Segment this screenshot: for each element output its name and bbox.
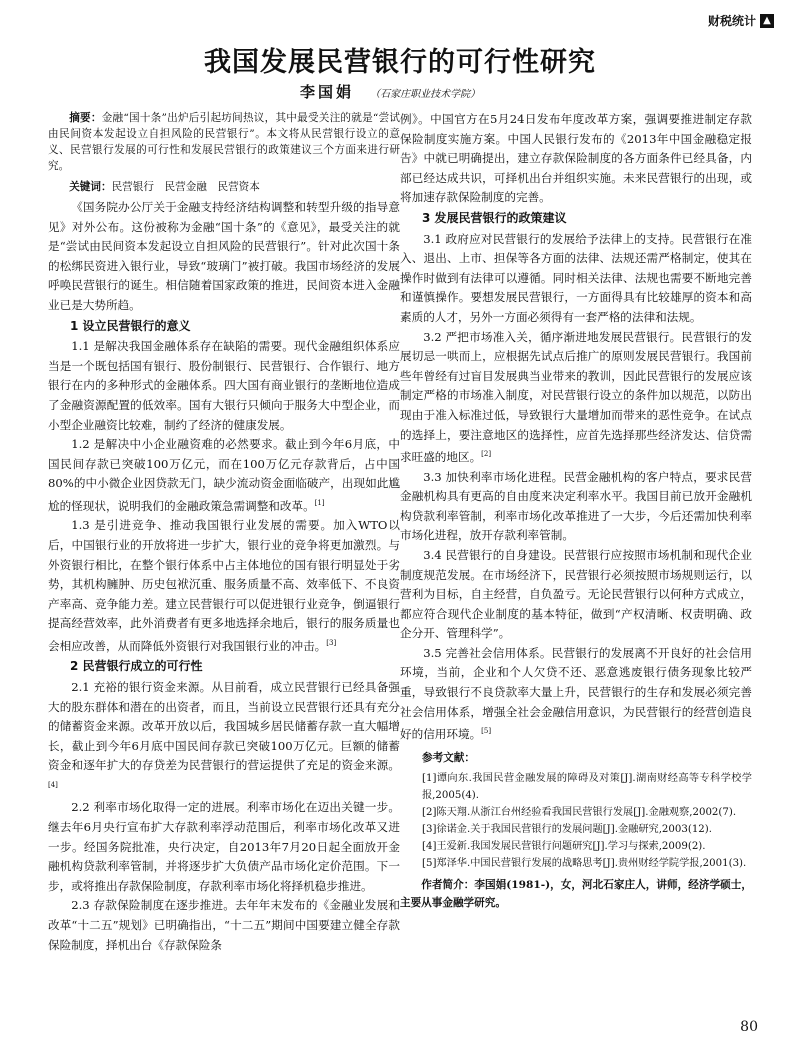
citation-5: [5] — [481, 727, 492, 736]
paragraph-3-3: 3.3 加快利率市场化进程。民营金融机构的客户特点，要求民营金融机构具有更高的自由度来决定利率水平。我国目前已放开金融机构贷款利率管制，利率市场化改革推进了一大步，今后还需加快利率市场化进程，放开存款利率管制。 — [400, 469, 752, 543]
section-heading-1: 1 设立民营银行的意义 — [70, 318, 191, 333]
triangle-icon: ▲ — [760, 14, 774, 28]
citation-4: [4] — [48, 780, 58, 789]
abstract-text: 金融“国十条”出炉后引起坊间热议，其中最受关注的就是“尝试由民间资本发起设立自担风险的民营银行”。本文将从民营银行设立的意义、民营银行发展的可行性和发展民营银行的政策建议三个方面来进行研究。 — [48, 112, 401, 172]
article-title: 我国发展民营银行的可行性研究 — [204, 47, 596, 78]
citation-3: [3] — [326, 638, 337, 647]
left-column — [48, 110, 400, 955]
author-bio — [400, 876, 752, 912]
column-label — [708, 12, 774, 29]
author-bio-label: 作者简介： — [421, 879, 475, 892]
paragraph-2-1-text: 2.1 充裕的银行资金来源。从目前看，成立民营银行已经具备强大的股东群体和潜在的出资者，而且，当前设立民营银行还具有充分的储蓄资金来源。改革开放以后，我国城乡居民储蓄存款一直大幅增长，截止到今年6月底中国民间存款已突破100万亿元。巨额的储蓄资金和逐年扩大的存贷差为民营银行的营运提供了充足的资金来源。 — [48, 679, 400, 773]
paragraph-1-1: 1.1 是解决我国金融体系存在缺陷的需要。现代金融组织体系应当是一个既包括国有银行、股份制银行、民营银行、合作银行、地方银行在内的多种形式的金融体系。四大国有商业银行的垄断地位造成了金融资源配置的低效率。国有大银行只倾向于服务大中型企业，而小型企业融资比较难，制约了经济的健康发展。 — [48, 339, 400, 432]
citation-2: [2] — [481, 450, 492, 459]
paragraph-1-2 — [48, 435, 400, 516]
paragraph-2-2: 2.2 利率市场化取得一定的进展。利率市场化在迈出关键一步。继去年6月央行宣布扩大存款利率浮动范围后，利率市场化改革又进一步。经国务院批准，央行决定，自2013年7月20日起全面放开金融机构贷款利率管制，并将逐步扩大负债产品市场化定价范围。下一步，或将推出存款保险制度，存款利率市场化将择机稳步推进。 — [48, 800, 400, 893]
section-heading-3: 3 发展民营银行的政策建议 — [422, 210, 567, 225]
keywords-text: 民营银行 民营金融 民营资本 — [111, 181, 260, 193]
keywords-label: 关键词： — [69, 181, 112, 193]
citation-1: [1] — [314, 498, 325, 507]
right-column — [400, 110, 752, 912]
reference-item: [1]谭向东.我国民营金融发展的障碍及对策[J].湖南财经高等专科学校学报,2005(4). — [422, 773, 752, 802]
author-bio-text: 李国娟(1981-)，女，河北石家庄人，讲师，经济学硕士，主要从事金融学研究。 — [400, 879, 753, 910]
reference-item: [5]郑泽华.中国民营银行发展的战略思考[J].贵州财经学院学报,2001(3). — [422, 858, 747, 870]
column-label-text: 财税统计 — [707, 14, 756, 28]
paragraph-1-2-text: 1.2 是解决中小企业融资难的必然要求。截止到今年6月底，中国民间存款已突破100万亿元，而在100万亿元存款背后，占中国80%的中小微企业因贷款无门，缺少流动资金面临破产，出现如此尴尬的怪现状，说明我们的金融政策急需调整和改革。 — [48, 437, 400, 513]
paragraph-2-3-end-text: 例》。中国官方在5月24日发布年度改革方案，强调要推进制定存款保险制度实施方案。中国人民银行发布的《2013年中国金融稳定报告》中就已明确提出，建立存款保险制度的各方面条件已经具备，内部已经达成共识，可择机出台并组织实施。未来民营银行的出现，或将加速存款保险制度的完善。 — [400, 112, 752, 205]
paragraph-2-3-end — [400, 110, 752, 208]
paragraph-3-5 — [400, 644, 752, 745]
page-number: 80 — [740, 1019, 758, 1035]
section-heading-2: 2 民营银行成立的可行性 — [70, 659, 203, 674]
paragraph-3-4: 3.4 民营银行的自身建设。民营银行应按照市场机制和现代企业制度规范发展。在市场经济下，民营银行必须按照市场规则运行，以营利为目标，自主经营，自负盈亏。无论民营银行以何种方式成立，都应符合现代企业制度的基本特征，做到“产权清晰、权责明确、政企分开、管理科学”。 — [400, 547, 752, 641]
abstract-label: 摘要： — [69, 112, 102, 124]
paragraph-2-3-start-text: 2.3 存款保险制度在逐步推进。去年年末发布的《金融业发展和改革“十二五”规划》已明确指出，“十二五”期间中国要建立健全存款保险制度，择机出台《存款保险条 — [48, 898, 400, 952]
author-affiliation: （石家庄职业技术学院） — [370, 89, 481, 100]
author-line — [300, 81, 480, 102]
references-heading: 参考文献： — [422, 751, 475, 764]
intro-paragraph: 《国务院办公厅关于金融支持经济结构调整和转型升级的指导意见》对外公布。这份被称为金融“国十条”的《意见》，最受关注的就是“尝试由民间资本发起设立自担风险的民营银行”。针对此次国十条的松绑民资进入银行业，导致“玻璃门”被打破。我国市场经济的发展呼唤民营银行的诞生。相信随着国家政策的推进，民间资本进入金融业已是大势所趋。 — [48, 200, 400, 312]
keywords — [48, 178, 400, 196]
paragraph-3-1: 3.1 政府应对民营银行的发展给予法律上的支持。民营银行在准入、退出、上市、担保等各方面的法律、法规还需严格制定，使其在操作时做到有法律可以遵循。同时相关法律、法规也需要不断地完善和谨慎操作。要想发展民营银行，一方面得具有比较雄厚的资本和高素质的人才，另外一方面必须得有一套严格的法律和法规。 — [400, 231, 752, 324]
abstract — [48, 110, 400, 174]
reference-item: [4]王爱新.我国发展民营银行问题研究[J].学习与探索,2009(2). — [422, 841, 706, 853]
paragraph-1-3-text: 1.3 是引进竞争、推动我国银行业发展的需要。加入WTO以后，中国银行业的开放将进一步扩大，银行业的竞争将更加激烈。与外资银行相比，在整个银行体系中占主体地位的国有银行明显处于劣势，其机构臃肿、历史包袱沉重、服务质量不高、效率低下、不良资产率高、竞争能力差。建立民营银行可以促进银行业竞争，倒逼银行提高经营效率，此外消费者有更多地选择余地后，银行的服务质量也会相应改善，从而降低外资银行对我国银行业的冲击。 — [48, 518, 400, 653]
author-name: 李国娟 — [300, 83, 355, 101]
paragraph-2-1 — [48, 678, 400, 798]
paragraph-3-2 — [400, 328, 752, 468]
reference-item: [3]徐诺金.关于我国民营银行的发展问题[J].金融研究,2003(12). — [422, 824, 713, 836]
paragraph-2-3-start — [48, 896, 400, 955]
paragraph-1-3 — [48, 516, 400, 656]
paragraph-3-5-text: 3.5 完善社会信用体系。民营银行的发展离不开良好的社会信用环境，当前，企业和个人欠贷不还、恶意逃废银行债务现象比较严重，导致银行不良贷款率大量上升，民营银行的生存和发展必须完善社会信用体系，增强全社会金融信用意识，为民营银行的经营创造良好的信用环境。 — [400, 645, 752, 742]
reference-item: [2]陈天翔.从浙江台州经验看我国民营银行发展[J].金融观察,2002(7). — [422, 807, 737, 819]
paragraph-3-2-text: 3.2 严把市场准入关，循序渐进地发展民营银行。民营银行的发展切忌一哄而上，应根据先试点后推广的原则发展民营银行。我国前些年曾经有过盲目发展典当业带来的教训，因此民营银行的发展应该制定严格的市场准入制度，对民营银行设立的条件加以规范，以防出现由于准入标准过低，导致银行大量增加而带来的恶性竞争。在试点的选择上，要注意地区的选择性，应首先选择那些经济发达、信贷需求旺盛的地区。 — [400, 329, 752, 464]
